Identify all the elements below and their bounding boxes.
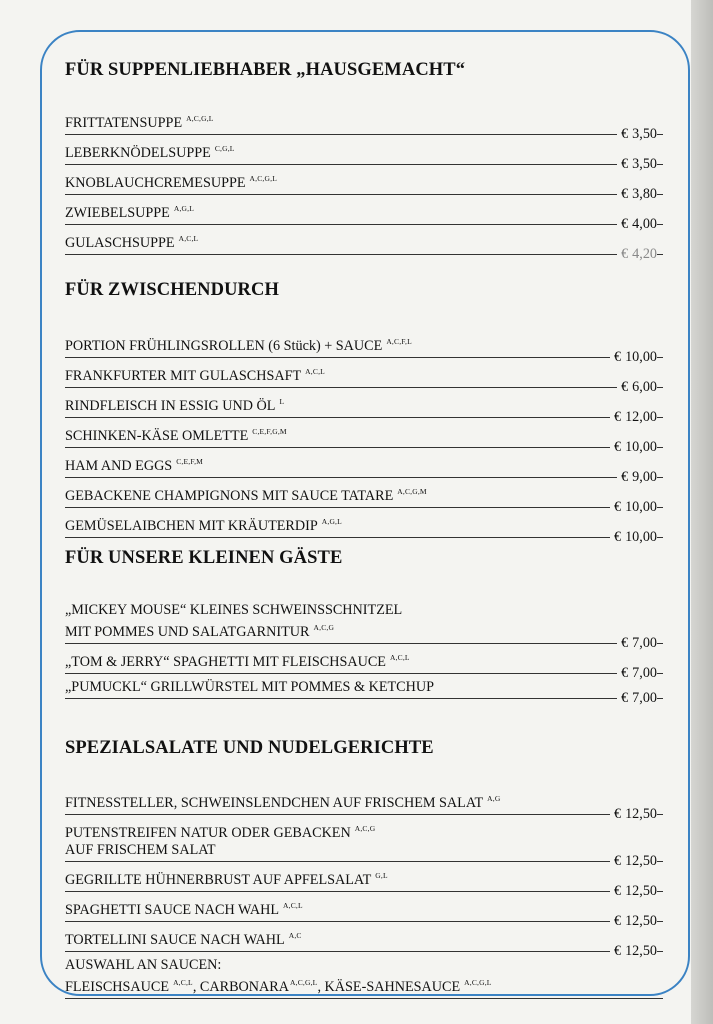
allergen-codes: A,C — [288, 931, 302, 940]
list-item — [65, 897, 663, 929]
list-item — [65, 927, 663, 959]
list-item — [65, 363, 663, 395]
item-name: RINDFLEISCH IN ESSIG UND ÖL — [65, 398, 276, 414]
list-item — [65, 453, 663, 485]
section-title: FÜR UNSERE KLEINEN GÄSTE — [65, 548, 343, 568]
list-item — [65, 140, 663, 172]
section-snacks — [65, 280, 663, 301]
item-name: HAM AND EGGS — [65, 458, 173, 474]
sauce-options: FLEISCHSAUCE $^{A,C,L}$, $CARBONARA^{A,C,G,L}$, KÄSE-SAHNESAUCE $^{A,C,G,L}$ — [65, 978, 492, 995]
item-name-line2: AUF FRISCHEM SALAT — [65, 842, 216, 858]
item-price: € 3,50 — [617, 126, 657, 143]
allergen-codes: G,L — [375, 871, 388, 880]
list-item — [65, 679, 663, 706]
list-item — [65, 867, 663, 899]
item-name: GULASCHSUPPE — [65, 235, 175, 251]
item-price: € 12,50 — [610, 943, 657, 960]
item-name: GEBACKENE CHAMPIGNONS MIT SAUCE TATARE — [65, 488, 394, 504]
item-price: € 12,50 — [610, 853, 657, 870]
allergen-codes: A,C,G — [354, 824, 376, 833]
item-price: € 3,80 — [617, 186, 657, 203]
allergen-codes: A,C,F,L — [386, 337, 412, 346]
item-price: € 3,50 — [617, 156, 657, 173]
item-name: SCHINKEN-KÄSE OMLETTE — [65, 428, 249, 444]
item-name: ZWIEBELSUPPE — [65, 205, 170, 221]
allergen-codes: A,C,G,L — [249, 174, 277, 183]
snacks-list — [65, 333, 663, 543]
list-item — [65, 333, 663, 365]
list-item — [65, 423, 663, 455]
sauce-selection — [65, 957, 663, 999]
list-item — [65, 483, 663, 515]
section-salads-pasta — [65, 738, 663, 759]
item-name: „TOM & JERRY“ SPAGHETTI MIT FLEISCHSAUCE — [65, 654, 386, 670]
item-name: FRANKFURTER MIT GULASCHSAFT — [65, 368, 302, 384]
list-item — [65, 602, 663, 651]
soups-list — [65, 110, 663, 260]
allergen-codes: A,C,G,L — [186, 114, 214, 123]
item-price: € 12,00 — [610, 409, 657, 426]
item-name: PORTION FRÜHLINGSROLLEN (6 Stück) + SAUCE — [65, 338, 383, 354]
allergen-codes: A,G — [487, 794, 501, 803]
item-name: FITNESSTELLER, SCHWEINSLENDCHEN AUF FRISCHEM SALAT — [65, 795, 484, 811]
allergen-codes: A,C,L — [178, 234, 199, 243]
section-title: FÜR SUPPENLIEBHABER „HAUSGEMACHT“ — [65, 60, 466, 80]
item-price: € 7,00 — [617, 690, 657, 707]
item-price: € 12,50 — [610, 806, 657, 823]
section-kids — [65, 548, 663, 569]
item-price: € 7,00 — [617, 665, 657, 682]
item-price: € 9,00 — [617, 469, 657, 486]
item-price: € 10,00 — [610, 349, 657, 366]
item-name: „PUMUCKL“ GRILLWÜRSTEL MIT POMMES & KETCHUP — [65, 679, 435, 695]
item-name: KNOBLAUCHCREMESUPPE — [65, 175, 246, 191]
item-price: € 4,20 — [617, 246, 657, 263]
item-name: PUTENSTREIFEN NATUR ODER GEBACKEN — [65, 825, 351, 841]
list-item — [65, 649, 663, 681]
item-price: € 10,00 — [610, 529, 657, 546]
list-item — [65, 170, 663, 202]
item-name: LEBERKNÖDELSUPPE — [65, 145, 211, 161]
item-name: GEMÜSELAIBCHEN MIT KRÄUTERDIP — [65, 518, 318, 534]
item-price: € 10,00 — [610, 439, 657, 456]
kids-list — [65, 602, 663, 704]
item-name: TORTELLINI SAUCE NACH WAHL — [65, 932, 285, 948]
sauce-label: AUSWAHL AN SAUCEN: — [65, 957, 222, 973]
item-name: SPAGHETTI SAUCE NACH WAHL — [65, 902, 280, 918]
item-name: „MICKEY MOUSE“ KLEINES SCHWEINSSCHNITZEL — [65, 602, 403, 618]
item-price: € 6,00 — [617, 379, 657, 396]
allergen-codes: A,C,L — [305, 367, 325, 376]
list-item — [65, 790, 663, 822]
list-item — [65, 820, 663, 869]
allergen-codes: L — [279, 397, 285, 406]
item-price: € 12,50 — [610, 913, 657, 930]
allergen-codes: C,E,F,G,M — [252, 427, 287, 436]
allergen-codes: C,E,F,M — [176, 457, 204, 466]
allergen-codes: A,C,L — [389, 653, 410, 662]
salads-pasta-list — [65, 790, 663, 1004]
allergen-codes: A,G,L — [321, 517, 342, 526]
item-name: GEGRILLTE HÜHNERBRUST AUF APFELSALAT — [65, 872, 372, 888]
section-title: FÜR ZWISCHENDURCH — [65, 280, 279, 300]
list-item — [65, 513, 663, 545]
section-soups — [65, 60, 663, 81]
list-item — [65, 200, 663, 232]
page-edge-shadow — [691, 0, 713, 1024]
list-item — [65, 110, 663, 142]
item-price: € 12,50 — [610, 883, 657, 900]
allergen-codes: A,C,G — [313, 623, 335, 632]
item-name: FRITTATENSUPPE — [65, 115, 183, 131]
allergen-codes: A,G,L — [173, 204, 194, 213]
list-item — [65, 393, 663, 425]
item-name-line2: MIT POMMES UND SALATGARNITUR — [65, 624, 310, 640]
item-price: € 7,00 — [617, 635, 657, 652]
allergen-codes: C,G,L — [214, 144, 235, 153]
allergen-codes: A,C,G,M — [397, 487, 427, 496]
section-title: SPEZIALSALATE UND NUDELGERICHTE — [65, 738, 434, 758]
allergen-codes: A,C,L — [283, 901, 303, 910]
item-price: € 10,00 — [610, 499, 657, 516]
list-item — [65, 230, 663, 262]
item-price: € 4,00 — [617, 216, 657, 233]
